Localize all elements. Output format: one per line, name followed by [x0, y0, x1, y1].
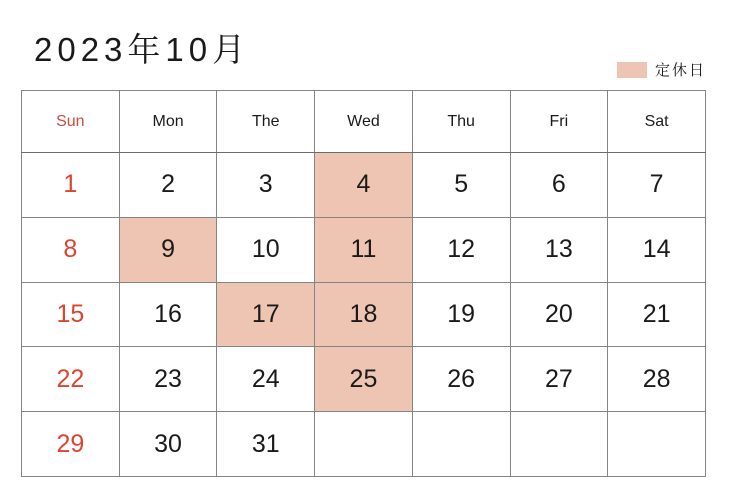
day-cell-14: 14	[608, 217, 706, 282]
day-cell-30: 30	[119, 412, 217, 477]
calendar-week-row	[22, 347, 706, 412]
day-cell-15: 15	[22, 282, 120, 347]
day-cell-24: 24	[217, 347, 315, 412]
day-cell-8: 8	[22, 217, 120, 282]
day-cell-empty	[412, 412, 510, 477]
weekday-header-row	[22, 91, 706, 153]
weekday-header-wed: Wed	[315, 91, 413, 153]
legend	[617, 59, 706, 80]
day-cell-9: 9	[119, 217, 217, 282]
day-cell-21: 21	[608, 282, 706, 347]
day-cell-5: 5	[412, 153, 510, 218]
day-cell-11: 11	[315, 217, 413, 282]
day-cell-10: 10	[217, 217, 315, 282]
day-cell-23: 23	[119, 347, 217, 412]
weekday-header-sat: Sat	[608, 91, 706, 153]
calendar-header	[22, 91, 706, 153]
day-cell-20: 20	[510, 282, 608, 347]
day-cell-31: 31	[217, 412, 315, 477]
calendar-week-row	[22, 282, 706, 347]
day-cell-28: 28	[608, 347, 706, 412]
day-cell-27: 27	[510, 347, 608, 412]
day-cell-empty	[315, 412, 413, 477]
day-cell-6: 6	[510, 153, 608, 218]
day-cell-3: 3	[217, 153, 315, 218]
day-cell-13: 13	[510, 217, 608, 282]
day-cell-25: 25	[315, 347, 413, 412]
day-cell-22: 22	[22, 347, 120, 412]
day-cell-19: 19	[412, 282, 510, 347]
calendar-week-row	[22, 217, 706, 282]
weekday-header-fri: Fri	[510, 91, 608, 153]
day-cell-4: 4	[315, 153, 413, 218]
day-cell-18: 18	[315, 282, 413, 347]
page-title: 2023年10月	[34, 31, 251, 68]
day-cell-2: 2	[119, 153, 217, 218]
weekday-header-sun: Sun	[22, 91, 120, 153]
day-cell-empty	[608, 412, 706, 477]
calendar-body	[22, 153, 706, 477]
calendar-table	[21, 90, 706, 477]
day-cell-29: 29	[22, 412, 120, 477]
closed-day-swatch-icon	[617, 62, 647, 78]
day-cell-12: 12	[412, 217, 510, 282]
calendar-week-row	[22, 412, 706, 477]
weekday-header-mon: Mon	[119, 91, 217, 153]
calendar-week-row	[22, 153, 706, 218]
legend-label: 定休日	[654, 62, 706, 79]
day-cell-empty	[510, 412, 608, 477]
day-cell-1: 1	[22, 153, 120, 218]
day-cell-17: 17	[217, 282, 315, 347]
weekday-header-the: The	[217, 91, 315, 153]
day-cell-16: 16	[119, 282, 217, 347]
day-cell-7: 7	[608, 153, 706, 218]
weekday-header-thu: Thu	[412, 91, 510, 153]
day-cell-26: 26	[412, 347, 510, 412]
